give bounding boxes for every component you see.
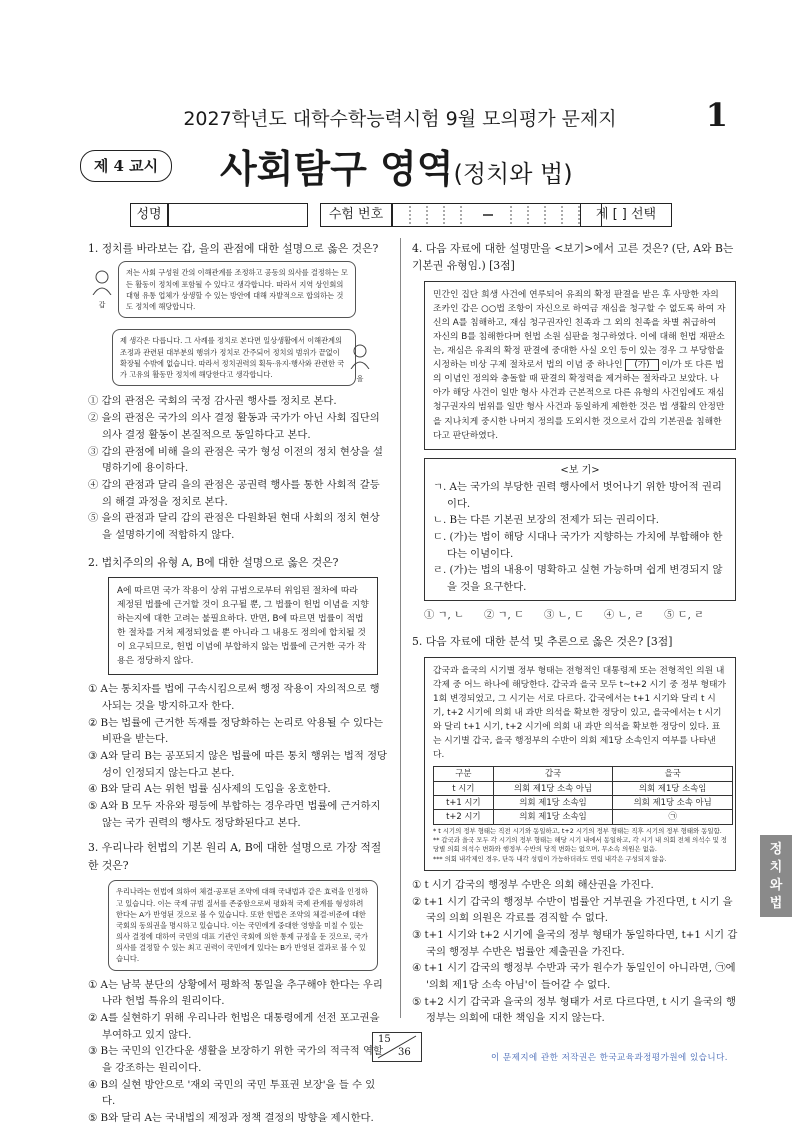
select-label: 제 [ ] 선택 (580, 203, 672, 227)
exam-no-grid (393, 204, 601, 226)
q5-cell: 의회 제1당 소속임 (493, 810, 613, 824)
side-tab-label: 정치와 법 (769, 842, 783, 911)
subject-sub: (정치와 법) (453, 160, 573, 188)
info-bar (130, 203, 670, 227)
bubble-a: 저는 사회 구성원 간의 이해관계를 조정하고 공동의 의사를 결정하는 모든 활동이 정치에 포함될 수 있다고 생각합니다. 따라서 지역 상인회의 대형 유통 업체가 상생할 수 있는 방안에 대해 자발적으로 합의하는 것도 정치에 해당합니다. (118, 261, 356, 318)
q4-bogi-title: <보 기> (560, 464, 600, 476)
q2-box: A에 따르면 국가 작용이 상위 규범으로부터 위임된 절차에 따라 제정된 법률에 근거할 것이 요구될 뿐, 그 법률이 헌법 이념을 지향하는지에 대한 고려는 불필요하다. 반면, B에 따르면 법률이 적법한 절차를 거쳐 제정되었을 뿐 아니라 그 내용도 정의에 합치될 것이 요구되므로, 헌법 이념에 부합하지 않는 법률에 근거한 국가 작용은 정당하지 않다. (108, 577, 378, 675)
q4-answer-4[interactable]: ④ ㄴ, ㄹ (604, 608, 645, 621)
person-b-icon (349, 343, 371, 369)
q1-dialogue (88, 261, 388, 393)
person-a-icon (91, 269, 113, 295)
q5-cell: t 시기 (434, 781, 494, 795)
q2-option-2[interactable]: ② B는 법률에 근거한 독재를 정당화하는 논리로 악용될 수 있다는 비판을 받는다. (88, 716, 383, 746)
q5-box-text: 갑국과 을국의 시기별 정부 형태는 전형적인 대통령제 또는 전형적인 의원 내각제 중 어느 하나에 해당한다. 갑국과 을국 모두 t~t+2 시기 중 정부 형태가 1회 변경되었고, 그 시기는 서로 다르다. 갑국에서는 t+1 시기와 달리 t 시기, t+2 시기에 의회 내 과반 의석을 확보한 정당이 있고, 을국에서는 t 시기와 달리 t+1 시기, t+2 시기에 의회 내 과반 의석을 확보한 정당이 있다. 표는 시기별 갑국, 을국 행정부의 수반이 의회 제1당 소속인지 여부를 나타낸다. (433, 665, 727, 761)
q3-stem: 3. 우리나라 헌법의 기본 원리 A, B에 대한 설명으로 가장 적절한 것은? (88, 841, 382, 872)
q2-option-4[interactable]: ④ B와 달리 A는 위헌 법률 심사제의 도입을 옹호한다. (88, 783, 331, 796)
q5-option-2[interactable]: ② t+1 시기 갑국의 행정부 수반이 법률안 거부권을 가진다면, t 시기 을국의 의회 의원은 각료를 겸직할 수 없다. (412, 895, 733, 925)
q1-option-2[interactable]: ② 을의 관점은 국가의 의사 결정 활동과 국가가 아닌 사회 집단의 의사 결정 활동이 본질적으로 동일하다고 본다. (88, 412, 380, 441)
left-column (88, 240, 388, 1127)
q2-option-1[interactable]: ① A는 통치자를 법에 구속시킴으로써 행정 작용이 자의적으로 행사되는 것을 방지하고자 한다. (88, 683, 380, 713)
q4-box (424, 281, 736, 450)
q1-stem: 1. 정치를 바라보는 갑, 을의 관점에 대한 설명으로 옳은 것은? (88, 242, 379, 255)
q5-th-2: 갑국 (493, 767, 613, 781)
q5-cell: ㉠ (613, 810, 733, 824)
q4-bogi-4: ㄹ. (가)는 법의 내용이 명확하고 실현 가능하며 쉽게 변경되지 않을 것을 요구한다. (433, 564, 723, 593)
person-b (348, 343, 372, 385)
person-a-label: 갑 (98, 300, 106, 309)
q5-cell: 의회 제1당 소속 아님 (493, 781, 613, 795)
bubble-b: 제 생각은 다릅니다. 그 사례를 정치로 본다면 일상생활에서 이해관계의 조정과 관련된 대부분의 행위가 정치로 간주되어 정치의 범위가 끝없이 확장될 수밖에 없습니다. 따라서 정치권력의 획득·유지·행사와 관련한 국가 고유의 활동만 정치에 해당한다고 생각합니다. (112, 329, 356, 386)
name-field[interactable] (168, 203, 308, 227)
q1-option-3[interactable]: ③ 갑의 관점에 비해 을의 관점은 국가 형성 이전의 정치 현상을 설명하기에 용이하다. (88, 445, 383, 475)
q2-option-5[interactable]: ⑤ A와 B 모두 자유와 평등에 부합하는 경우라면 법률에 근거하지 않는 국가 권력의 행사도 정당화된다고 본다. (88, 800, 381, 829)
table-row (434, 781, 733, 795)
q3-option-3[interactable]: ③ B는 국민의 인간다운 생활을 보장하기 위한 국가의 적극적 역할을 강조하는 원리이다. (88, 1045, 383, 1074)
q5-cell: t+1 시기 (434, 796, 494, 810)
q4-answer-1[interactable]: ① ㄱ, ㄴ (424, 608, 465, 621)
q4-answer-3[interactable]: ③ ㄴ, ㄷ (544, 608, 585, 621)
q5-option-4[interactable]: ④ t+1 시기 갑국의 행정부 수반과 국가 원수가 동일인이 아니라면, ㉠에 '의회 제1당 소속 아님'이 들어갈 수 없다. (412, 962, 736, 992)
q4-answers (412, 607, 742, 624)
q3-option-1[interactable]: ① A는 남북 분단의 상황에서 평화적 통일을 추구해야 한다는 우리나라 헌법 특유의 원리이다. (88, 978, 383, 1008)
q3-option-4[interactable]: ④ B의 실현 방안으로 '재외 국민의 국민 투표권 보장'을 들 수 있다. (88, 1078, 376, 1108)
q4-bogi (424, 458, 736, 601)
table-row (434, 796, 733, 810)
right-column (412, 240, 742, 1027)
exam-title: 2027학년도 대학수학능력시험 9월 모의평가 문제지 (183, 108, 617, 130)
person-a (90, 269, 114, 311)
q2-options (88, 681, 388, 831)
q1-option-4[interactable]: ④ 갑의 관점과 달리 을의 관점은 공권력 행사를 통한 사회적 갈등의 해결 과정을 정치로 본다. (88, 478, 380, 508)
page-total: 36 (398, 1047, 411, 1058)
session-badge: 제 4 교시 (80, 150, 172, 182)
q2-option-3[interactable]: ③ A와 달리 B는 공포되지 않은 법률에 따른 통치 행위는 법적 정당성이 인정되지 않는다고 본다. (88, 750, 387, 779)
subject-main: 사회탐구 영역 (220, 147, 454, 191)
q5-cell: 의회 제1당 소속임 (613, 781, 733, 795)
name-label: 성명 (130, 203, 168, 227)
table-row (434, 810, 733, 824)
q5-stem: 5. 다음 자료에 대한 분석 및 추론으로 옳은 것은? [3점] (412, 635, 673, 649)
copyright-notice: 이 문제지에 관한 저작권은 한국교육과정평가원에 있습니다. (491, 1053, 728, 1063)
q5-option-1[interactable]: ① t 시기 갑국의 행정부 수반은 의회 해산권을 가진다. (412, 879, 654, 892)
q4-stem: 4. 다음 자료에 대한 설명만을 <보기>에서 고른 것은? (단, A와 B는 기본권 유형임.) [3점] (412, 242, 734, 273)
q5-note-2: ** 갑국과 을국 모두 각 시기의 정부 형태는 해당 시기 내에서 동일하고, 각 시기 내 의회 전체 의석수 및 정당별 의회 의석수 변화와 행정부 수반의 당적 변화는 없으며, 무소속 의원은 없음. (433, 836, 727, 854)
column-divider (400, 238, 401, 1018)
q4-bogi-1: ㄱ. A는 국가의 부당한 권력 행사에서 벗어나기 위한 방어적 권리이다. (433, 480, 722, 510)
subject-title (220, 138, 573, 193)
q3-option-2[interactable]: ② A를 실현하기 위해 우리나라 헌법은 대통령에게 선전 포고권을 부여하고 있지 않다. (88, 1011, 380, 1041)
q5-cell: t+2 시기 (434, 810, 494, 824)
person-b-label: 을 (356, 374, 364, 383)
exam-no-label: 수험 번호 (320, 203, 392, 227)
q4-answer-2[interactable]: ② ㄱ, ㄷ (484, 608, 525, 621)
q2-stem: 2. 법치주의의 유형 A, B에 대한 설명으로 옳은 것은? (88, 555, 339, 569)
q5-note-1: * t 시기의 정부 형태는 직전 시기와 동일하고, t+2 시기의 정부 형태는 직후 시기의 정부 형태와 동일함. (433, 826, 722, 835)
q5-option-5[interactable]: ⑤ t+2 시기 갑국과 을국의 정부 형태가 서로 다르다면, t 시기 을국의 행정부는 의회에 대한 책임을 지지 않는다. (412, 995, 736, 1025)
q5-note-3: *** 의회 내각제인 경우, 단독 내각 성립이 가능하더라도 연립 내각은 구성되지 않음. (433, 854, 667, 863)
q4-box-part2: 이/가 또 다른 법의 이념인 정의와 충돌할 때 판결의 확정력을 제거하는 절차라고 보았다. 나아가 해당 사건이 일반 형사 사건과 근본적으로 다른 유형의 사건임에도 재심 청구권자의 범위를 일반 형사 사건과 동일하게 제한한 것은 법 생활의 안정만을 지나치게 중시한 나머지 정의를 도외시한 것으로서 갑의 기본권을 침해한다고 판단하였다. (433, 360, 725, 441)
q1-options (88, 393, 388, 543)
q1-option-1[interactable]: ① 갑의 관점은 국회의 국정 감사권 행사를 정치로 본다. (88, 395, 337, 408)
q3-option-5[interactable]: ⑤ B와 달리 A는 국내법의 제정과 정책 결정의 방향을 제시한다. (88, 1111, 374, 1124)
page-counter (372, 1032, 422, 1062)
q3-box: 우리나라는 헌법에 의하여 체결·공포된 조약에 대해 국내법과 같은 효력을 인정하고 있습니다. 이는 국제 규범 질서를 존중함으로써 평화적 국제 관계를 형성하려 한다는 A가 반영된 것으로 볼 수 있습니다. 또한 헌법은 조약의 체결·비준에 대한 국회의 동의권을 명시하고 있습니다. 이는 국민에게 중대한 영향을 미칠 수 있는 의사 결정에 대하여 국민의 대표 기관인 국회에 의한 통제 규정을 둔 것으로, 국가 의사를 결정할 수 있는 최고 권력이 국민에게 있다는 B가 반영된 결과로 볼 수 있습니다. (108, 880, 378, 970)
q5-table (433, 766, 733, 825)
exam-no-field[interactable] (392, 203, 602, 227)
q5-cell: 의회 제1당 소속임 (493, 796, 613, 810)
page-current: 15 (378, 1034, 391, 1045)
q5-box (424, 657, 736, 871)
q1-option-5[interactable]: ⑤ 을의 관점과 달리 갑의 관점은 다원화된 현대 사회의 정치 현상을 설명하기에 적합하지 않다. (88, 512, 380, 541)
q5-option-3[interactable]: ③ t+1 시기와 t+2 시기에 을국의 정부 형태가 동일하다면, t+1 시기 갑국의 행정부 수반은 법률안 제출권을 가진다. (412, 929, 738, 958)
page-number: 1 (705, 96, 728, 134)
q5-th-1: 구분 (434, 767, 494, 781)
subject-side-tab (760, 835, 792, 917)
q4-bogi-3: ㄷ. (가)는 법이 해당 시대나 국가가 지향하는 가치에 부합해야 한다는 이념이다. (433, 530, 723, 560)
q4-blank: (가) (625, 359, 658, 371)
q3-options (88, 977, 388, 1127)
q5-options (412, 877, 742, 1027)
q5-cell: 의회 제1당 소속 아님 (613, 796, 733, 810)
q4-box-part1: 민간인 집단 희생 사건에 연루되어 유죄의 확정 판결을 받은 후 사망한 자의 조카인 갑은 ○○법 조항이 자신으로 하여금 재심을 청구할 수 없도록 하여 자신의 A를 침해하고, 재심 청구권자인 친족과 그 외의 친족을 차별 취급하여 자신의 B를 침해한다며 헌법 소원 심판을 청구하였다. 이에 대해 헌법 재판소는, 재심은 유죄의 확정 판결에 중대한 사실 오인 등이 있는 경우 그 부당함을 시정하는 비상 구제 절차로서 법의 이념 중 하나인 (433, 289, 726, 371)
q4-bogi-2: ㄴ. B는 다른 기본권 보장의 전제가 되는 권리이다. (433, 514, 660, 527)
q5-th-3: 을국 (613, 767, 733, 781)
q4-answer-5[interactable]: ⑤ ㄷ, ㄹ (664, 608, 705, 621)
